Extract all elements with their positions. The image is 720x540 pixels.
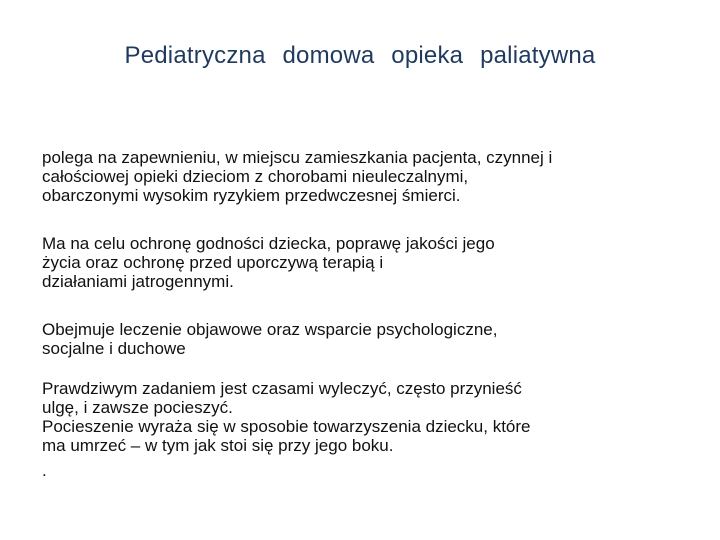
paragraph-line: ulgę, i zawsze pocieszyć.: [42, 398, 233, 417]
paragraph-period: [42, 461, 692, 480]
paragraph-line: Prawdziwym zadaniem jest czasami wyleczyć, często przynieść: [42, 379, 522, 398]
paragraph-line: .: [42, 461, 47, 480]
paragraph-line: całościowej opieki dzieciom z chorobami nieuleczalnymi,: [42, 167, 469, 186]
paragraph-line: obarczonymi wysokim ryzykiem przedwczesnej śmierci.: [42, 186, 461, 205]
paragraph-line: polega na zapewnieniu, w miejscu zamieszkania pacjenta, czynnej i: [42, 148, 553, 167]
slide-title: Pediatryczna domowa opieka paliatywna: [124, 42, 596, 69]
paragraph-line: życia oraz ochronę przed uporczywą terapią i: [42, 253, 384, 272]
paragraph-line: Ma na celu ochronę godności dziecka, poprawę jakości jego: [42, 234, 495, 253]
paragraph-definition: [42, 148, 692, 205]
paragraph-line: Obejmuje leczenie objawowe oraz wsparcie psychologiczne,: [42, 320, 498, 339]
paragraph-line: Pocieszenie wyraża się w sposobie towarzyszenia dziecku, które: [42, 417, 531, 436]
paragraph-line: socjalne i duchowe: [42, 339, 186, 358]
paragraph-goals: [42, 234, 692, 291]
paragraph-line: działaniami jatrogennymi.: [42, 272, 234, 291]
paragraph-line: ma umrzeć – w tym jak stoi się przy jego boku.: [42, 436, 394, 455]
paragraph-mission: [42, 379, 692, 455]
paragraph-scope: [42, 320, 692, 358]
